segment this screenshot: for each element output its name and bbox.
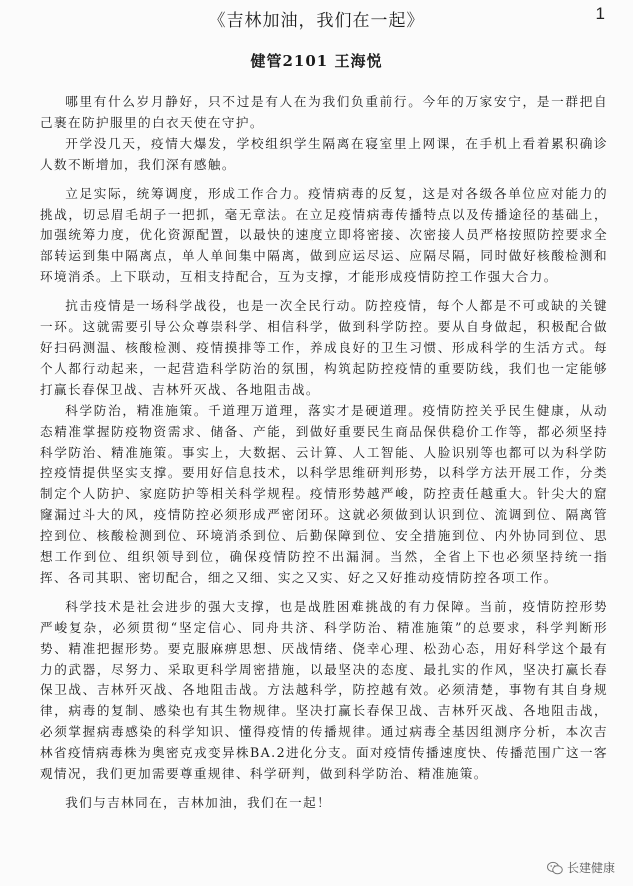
- paragraph-4: 抗击疫情是一场科学战役，也是一次全民行动。防控疫情，每个人都是不可或缺的关键一环。这就需要引导公众尊崇科学、相信科学，做到科学防控。要从自身做起，积极配合做好扫码测温、核酸检测、疫情摸排等工作，养成良好的卫生习惯、形成科学的生活方式。每个人都行动起来，一起营造科学防治的氛围，构筑起防控疫情的重要防线，我们也一定能够打赢长春保卫战、吉林歼灭战、各地阻击战。: [40, 298, 608, 397]
- article-body: [40, 92, 608, 814]
- paragraph-6: 科学技术是社会进步的强大支撑，也是战胜困难挑战的有力保障。当前，疫情防控形势严峻复杂，必须贯彻“坚定信心、同舟共济、科学防治、精准施策”的总要求，科学判断形势、精准把握形势。要克服麻痹思想、厌战情绪、侥幸心理、松劲心态，用好科学这个最有力的武器，尽努力、采取更科学周密措施，以最坚决的态度、最扎实的作风，坚决打赢长春保卫战、吉林歼灭战、各地阻击战。方法越科学，防控越有效。必须清楚，事物有其自身规律，病毒的复制、感染也有其生物规律。坚决打赢长春保卫战、吉林歼灭战、各地阻击战，必须掌握病毒感染的科学知识、懂得疫情的传播规律。通过病毒全基因组测序分析，本次吉林省疫情病毒株为奥密克戎变异株BA.2进化分支。面对疫情传播速度快、传播范围广这一客观情况，我们更加需要尊重规律、科学研判，做到科学防治、精准施策。: [40, 598, 608, 782]
- paragraph-5: 科学防治，精准施策。千道理万道理，落实才是硬道理。疫情防控关乎民生健康，从动态精准掌握防疫物资需求、储备、产能，到做好重要民生商品保供稳价工作等，都必须坚持科学防治、精准施策。事实上，大数据、云计算、人工智能、人脸识别等也都可以为科学防控疫情提供坚实支撑。要用好信息技术，以科学思维研判形势，以科学方法开展工作，分类制定个人防护、家庭防护等相关科学规程。疫情形势越严峻，防控责任越重大。针尖大的窟窿漏过斗大的风，疫情防控必须形成严密闭环。这就必须做到认识到位、流调到位、隔离管控到位、核酸检测到位、环境消杀到位、后勤保障到位、安全措施到位、内外协同到位、思想工作到位、组织领导到位，确保疫情防控不出漏洞。当然，全省上下也必须坚持统一指挥、各司其职、密切配合，细之又细、实之又实、好之又好推动疫情防控各项工作。: [40, 402, 608, 585]
- source-watermark: [547, 859, 615, 876]
- paragraph-1: 哪里有什么岁月静好，只不过是有人在为我们负重前行。今年的万家安宁，是一群把自己裹在防护服里的白衣天使在守护。: [40, 94, 608, 130]
- page-number: 1: [595, 4, 605, 23]
- paragraph-7: 我们与吉林同在，吉林加油，我们在一起！: [65, 795, 332, 810]
- watermark-text: 长建健康: [566, 861, 615, 875]
- paragraph-2: 开学没几天，疫情大爆发，学校组织学生隔离在寝室里上网课，在手机上看着累积确诊人数不断增加，我们深有感触。: [40, 135, 608, 172]
- wechat-official-account-icon: [547, 861, 563, 875]
- paragraph-3: 立足实际，统筹调度，形成工作合力。疫情病毒的反复，这是对各级各单位应对能力的挑战，切忌眉毛胡子一把抓，毫无章法。在立足疫情病毒传播特点以及传播途径的基础上，加强统筹力度，优化资源配置，以最快的速度立即将密接、次密接人员严格按照防控要求全部转运到集中隔离点，单人单间集中隔离，做到应运尽运、应隔尽隔，同时做好核酸检测和环境消杀。上下联动，互相支持配合，互为支撑，才能形成疫情防控工作强大合力。: [40, 185, 608, 285]
- author-byline: 健管2101 王海悦: [250, 52, 383, 70]
- document-title: 《吉林加油，我们在一起》: [208, 11, 425, 31]
